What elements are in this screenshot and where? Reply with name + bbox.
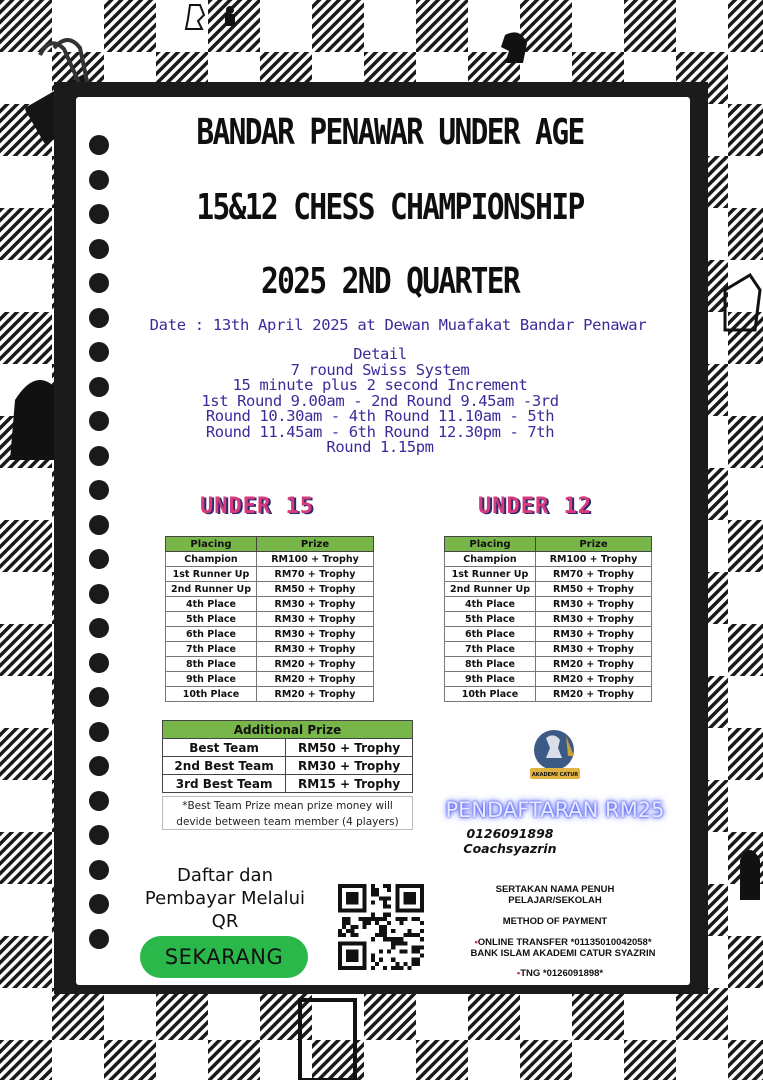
title-line-3: 2025 2ND QUARTER [260, 261, 520, 302]
register-line: Daftar dan [177, 865, 273, 886]
prize-cell: RM100 + Trophy [536, 552, 652, 567]
table-row [166, 687, 374, 702]
prize-cell: RM20 + Trophy [257, 657, 374, 672]
detail-heading: Detail [353, 345, 407, 363]
prize-cell: RM70 + Trophy [536, 567, 652, 582]
placing-cell: 5th Place [166, 612, 257, 627]
placing-cell: 1st Runner Up [445, 567, 536, 582]
under12-prize-table [444, 536, 652, 702]
binder-hole [89, 377, 109, 397]
additional-prize-heading: Additional Prize [163, 721, 413, 739]
full-name-instruction [470, 884, 640, 906]
prize-cell: RM30 + Trophy [536, 597, 652, 612]
register-instruction [120, 864, 330, 933]
prize-cell: RM20 + Trophy [257, 672, 374, 687]
placing-cell: 6th Place [445, 627, 536, 642]
placing-cell: 9th Place [445, 672, 536, 687]
prize-cell: RM50 + Trophy [286, 739, 413, 757]
table-row [166, 672, 374, 687]
event-date: Date : 13th April 2025 at Dewan Muafakat Bandar Penawar [149, 316, 647, 334]
binder-hole [89, 687, 109, 707]
column-header-placing: Placing [166, 537, 257, 552]
prize-cell: RM20 + Trophy [536, 687, 652, 702]
contact [430, 826, 590, 856]
binder-hole [89, 584, 109, 604]
placing-cell: 3rd Best Team [163, 775, 286, 793]
table-row [445, 642, 652, 657]
qr-code-icon[interactable] [338, 884, 424, 970]
placing-cell: 10th Place [166, 687, 257, 702]
table-row [445, 567, 652, 582]
tng-line [480, 968, 640, 979]
placing-cell: 7th Place [445, 642, 536, 657]
detail-line: Round 1.15pm [326, 438, 434, 456]
additional-prize-table [162, 720, 413, 793]
logo-text: AKADEMI CATUR [531, 772, 579, 778]
placing-cell: Best Team [163, 739, 286, 757]
table-row [445, 597, 652, 612]
binder-hole [89, 239, 109, 259]
prize-cell: RM30 + Trophy [257, 612, 374, 627]
table-row [166, 612, 374, 627]
table-row [445, 657, 652, 672]
register-now-button[interactable]: SEKARANG [140, 936, 308, 978]
table-row [445, 582, 652, 597]
binder-hole [89, 722, 109, 742]
academy-logo-icon [526, 728, 586, 784]
info-line: PELAJAR/SEKOLAH [508, 895, 602, 906]
prize-cell: RM30 + Trophy [536, 642, 652, 657]
prize-cell: RM50 + Trophy [536, 582, 652, 597]
placing-cell: 7th Place [166, 642, 257, 657]
note-line: *Best Team Prize mean prize money will [182, 800, 393, 812]
placing-cell: 5th Place [445, 612, 536, 627]
under15-heading: UNDER 15 [200, 494, 314, 519]
placing-cell: 8th Place [166, 657, 257, 672]
detail-line: Round 10.30am - 4th Round 11.10am - 5th [205, 407, 555, 425]
column-header-prize: Prize [257, 537, 374, 552]
table-row [166, 657, 374, 672]
placing-cell: 2nd Runner Up [166, 582, 257, 597]
binder-hole [89, 894, 109, 914]
register-line: Pembayar Melalui [144, 888, 306, 909]
under15-prize-table [165, 536, 374, 702]
table-row [166, 582, 374, 597]
note-line: devide between team member (4 players) [176, 816, 399, 828]
column-header-placing: Placing [445, 537, 536, 552]
prize-cell: RM30 + Trophy [257, 597, 374, 612]
table-row [445, 612, 652, 627]
table-row [166, 627, 374, 642]
binder-hole [89, 618, 109, 638]
detail-line: 7 round Swiss System [290, 360, 470, 379]
event-detail [150, 347, 610, 456]
title-line-1: BANDAR PENAWAR UNDER AGE [196, 112, 584, 153]
bank-line: BANK ISLAM AKADEMI CATUR SYAZRIN [470, 948, 656, 959]
prize-cell: RM30 + Trophy [257, 627, 374, 642]
binder-hole [89, 170, 109, 190]
placing-cell: 4th Place [445, 597, 536, 612]
table-row [163, 739, 413, 757]
binder-hole [89, 860, 109, 880]
table-row [445, 687, 652, 702]
registration-fee: PENDAFTARAN RM25 [445, 798, 665, 822]
detail-line: Round 11.45am - 6th Round 12.30pm - 7th [205, 422, 555, 441]
title-line-2: 15&12 CHESS CHAMPIONSHIP [196, 187, 584, 228]
binder-hole [89, 549, 109, 569]
binder-hole [89, 308, 109, 328]
binder-hole [89, 446, 109, 466]
table-row [445, 552, 652, 567]
prize-cell: RM30 + Trophy [536, 627, 652, 642]
binder-hole [89, 204, 109, 224]
tng-text: TNG *0126091898* [520, 968, 604, 979]
prize-cell: RM15 + Trophy [286, 775, 413, 793]
placing-cell: 9th Place [166, 672, 257, 687]
placing-cell: 10th Place [445, 687, 536, 702]
binder-hole [89, 929, 109, 949]
binder-hole [89, 480, 109, 500]
detail-line: 1st Round 9.00am - 2nd Round 9.45am -3rd [201, 391, 559, 410]
placing-cell: 2nd Runner Up [445, 582, 536, 597]
prize-cell: RM20 + Trophy [257, 687, 374, 702]
binder-hole [89, 756, 109, 776]
contact-name: Coachsyazrin [463, 841, 557, 856]
binder-hole [89, 135, 109, 155]
under12-heading: UNDER 12 [478, 494, 592, 519]
pin-icon: • [474, 937, 478, 948]
detail-line: 15 minute plus 2 second Increment [232, 376, 528, 394]
placing-cell: 6th Place [166, 627, 257, 642]
binder-hole [89, 515, 109, 535]
prize-cell: RM30 + Trophy [286, 757, 413, 775]
table-row [445, 672, 652, 687]
placing-cell: 8th Place [445, 657, 536, 672]
table-row [166, 567, 374, 582]
best-team-note [162, 796, 413, 830]
binder-hole [89, 273, 109, 293]
column-header-prize: Prize [536, 537, 652, 552]
prize-cell: RM100 + Trophy [257, 552, 374, 567]
placing-cell: 2nd Best Team [163, 757, 286, 775]
prize-cell: RM30 + Trophy [536, 612, 652, 627]
prize-cell: RM70 + Trophy [257, 567, 374, 582]
placing-cell: 4th Place [166, 597, 257, 612]
contact-phone: 0126091898 [466, 826, 554, 841]
binder-hole [89, 791, 109, 811]
binder-hole [89, 411, 109, 431]
table-row [166, 552, 374, 567]
binder-hole [89, 825, 109, 845]
table-row [445, 627, 652, 642]
table-row [166, 597, 374, 612]
table-row [166, 642, 374, 657]
table-row [163, 757, 413, 775]
binder-hole [89, 653, 109, 673]
placing-cell: Champion [445, 552, 536, 567]
binder-hole [89, 342, 109, 362]
pin-icon: • [516, 968, 521, 979]
prize-cell: RM20 + Trophy [536, 657, 652, 672]
info-line: SERTAKAN NAMA PENUH [495, 884, 615, 895]
prize-cell: RM30 + Trophy [257, 642, 374, 657]
table-row [163, 775, 413, 793]
prize-cell: RM20 + Trophy [536, 672, 652, 687]
placing-cell: Champion [166, 552, 257, 567]
placing-cell: 1st Runner Up [166, 567, 257, 582]
register-line: QR [211, 911, 239, 932]
prize-cell: RM50 + Trophy [257, 582, 374, 597]
online-transfer-line [448, 937, 678, 948]
payment-method-label: METHOD OF PAYMENT [502, 916, 608, 927]
online-transfer-text: ONLINE TRANSFER *01135010042058* [477, 937, 652, 948]
